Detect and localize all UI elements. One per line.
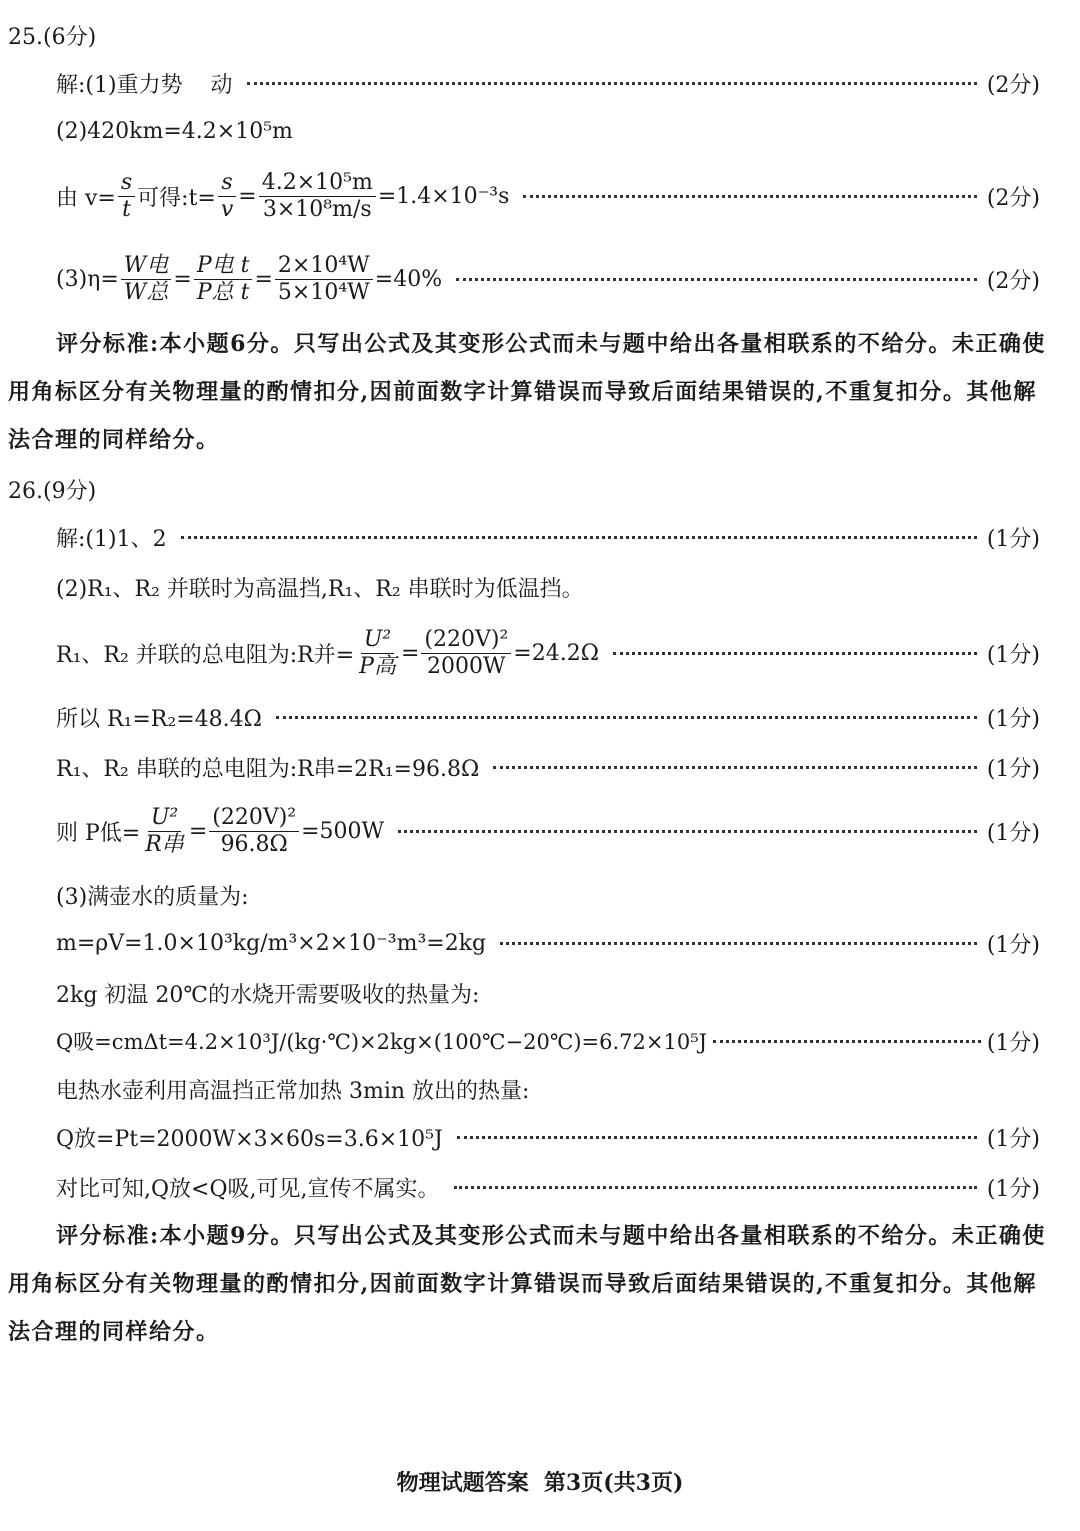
q26-criteria: 评分标准:本小题9分。只写出公式及其变形公式而未与题中给出各量相联系的不给分。未正确使用角标区分有关物理量的酌情扣分,因前面数字计算错误而导致后面结果错误的,不重复扣分。其他解法合理的同样给分。 xyxy=(8,1223,1046,1345)
page-footer: 物理试题答案 第3页(共3页) xyxy=(396,1470,684,1496)
q25-line1-text: 解:(1)重力势 动 xyxy=(56,72,233,98)
frac-num: 2×10⁴W xyxy=(275,253,373,279)
q26-heading: 26.(9分) xyxy=(8,479,97,504)
q26-line5 xyxy=(56,750,1040,784)
fraction xyxy=(259,170,376,222)
frac-den: 5×10⁴W xyxy=(277,279,370,305)
q26-line8-text: m=ρV=1.0×10³kg/m³×2×10⁻³m³=2kg xyxy=(56,930,487,956)
q25-line4-points: (2分) xyxy=(986,268,1040,294)
q26-line3-points: (1分) xyxy=(986,642,1040,668)
frac-den: P总 t xyxy=(196,279,250,305)
q26-line8 xyxy=(56,926,1040,960)
leader-dots xyxy=(523,195,976,198)
frac-num: U² xyxy=(361,627,394,653)
q25-line4-prefix: (3)η= xyxy=(56,266,119,292)
q25-line4-result: =40% xyxy=(374,266,443,292)
frac-num: W电 xyxy=(121,253,172,279)
frac-num: s xyxy=(118,170,135,196)
leader-dots xyxy=(181,536,977,539)
fraction xyxy=(118,170,135,222)
frac-num: (220V)² xyxy=(421,627,511,653)
q25-criteria: 评分标准:本小题6分。只写出公式及其变形公式而未与题中给出各量相联系的不给分。未正确使用角标区分有关物理量的酌情扣分,因前面数字计算错误而导致后面结果错误的,不重复扣分。其他解法合理的同样给分。 xyxy=(8,331,1046,453)
frac-num: s xyxy=(218,170,235,196)
fraction xyxy=(218,170,236,222)
frac-num: P电 t xyxy=(194,253,253,279)
fraction xyxy=(209,805,299,857)
frac-den: 96.8Ω xyxy=(220,831,288,857)
frac-den: P高 xyxy=(359,653,396,679)
frac-den: 2000W xyxy=(427,653,506,679)
fraction xyxy=(142,805,187,857)
leader-dots xyxy=(613,652,977,655)
q26-line11 xyxy=(56,1072,1040,1106)
q26-line8-points: (1分) xyxy=(986,932,1040,958)
leader-dots xyxy=(457,1136,977,1139)
leader-dots xyxy=(713,1040,981,1043)
fraction xyxy=(356,627,399,679)
q26-line4-text: 所以 R₁=R₂=48.4Ω xyxy=(56,706,262,732)
q25-line2 xyxy=(56,114,1040,148)
leader-dots xyxy=(454,1186,977,1189)
q26-line12-points: (1分) xyxy=(986,1126,1040,1152)
leader-dots xyxy=(276,716,977,719)
q26-line1-points: (1分) xyxy=(986,526,1040,552)
q26-line4 xyxy=(56,700,1040,734)
frac-den: R串 xyxy=(145,831,184,857)
fraction xyxy=(121,253,172,305)
q25-line3-result: =1.4×10⁻³s xyxy=(377,183,510,209)
frac-den: v xyxy=(220,196,234,222)
leader-dots xyxy=(398,830,977,833)
q25-line1 xyxy=(56,66,1040,100)
q26-line2-text: (2)R₁、R₂ 并联时为高温挡,R₁、R₂ 串联时为低温挡。 xyxy=(56,576,584,602)
q26-line10-points: (1分) xyxy=(986,1030,1040,1056)
q26-line1-text: 解:(1)1、2 xyxy=(56,526,167,552)
q26-line11-text: 电热水壶利用高温挡正常加热 3min 放出的热量: xyxy=(56,1078,530,1104)
q26-line5-text: R₁、R₂ 串联的总电阻为:R串=2R₁=96.8Ω xyxy=(56,756,480,782)
q26-line10-text: Q吸=cmΔt=4.2×10³J/(kg·℃)×2kg×(100℃−20℃)=6.72×10⁵J xyxy=(56,1030,708,1054)
frac-den: 3×10⁸m/s xyxy=(262,196,372,222)
q26-line6-result: =500W xyxy=(301,818,385,844)
q26-line12 xyxy=(56,1120,1040,1154)
frac-den: W总 xyxy=(123,279,169,305)
q25-line3-points: (2分) xyxy=(986,185,1040,211)
frac-num: U² xyxy=(148,805,181,831)
q26-line3: R₁、R₂ 并联的总电阻为:R并= $\frac{\text{U²}}{\text{P高}}$ = $\frac{\text{(220V)²}}{2000W}$ =24.2Ω (1分) xyxy=(56,627,1040,679)
frac-num: (220V)² xyxy=(209,805,299,831)
q26-line6-prefix: 则 P低= xyxy=(56,820,141,846)
q26-line4-points: (1分) xyxy=(986,706,1040,732)
q26-line1 xyxy=(56,520,1040,554)
q26-line3-result: =24.2Ω xyxy=(513,640,599,666)
leader-dots xyxy=(247,82,977,85)
leader-dots xyxy=(493,766,977,769)
q26-line3-prefix: R₁、R₂ 并联的总电阻为:R并= xyxy=(56,642,355,668)
frac-den: t xyxy=(122,196,131,222)
leader-dots xyxy=(456,278,977,281)
fraction xyxy=(275,253,373,305)
q25-line1-points: (2分) xyxy=(986,72,1040,98)
q25-line3-prefix: 由 v= xyxy=(56,185,116,211)
fraction xyxy=(194,253,253,305)
fraction xyxy=(421,627,511,679)
q26-line13-text: 对比可知,Q放<Q吸,可见,宣传不属实。 xyxy=(56,1176,440,1202)
q26-line2 xyxy=(56,570,1040,604)
q25-heading: 25.(6分) xyxy=(8,25,97,50)
q26-line12-text: Q放=Pt=2000W×3×60s=3.6×10⁵J xyxy=(56,1126,443,1152)
q26-line13-points: (1分) xyxy=(986,1176,1040,1202)
q26-line7-text: (3)满壶水的质量为: xyxy=(56,884,249,910)
q26-line6-points: (1分) xyxy=(986,820,1040,846)
q26-line9 xyxy=(56,976,1040,1010)
leader-dots xyxy=(500,942,977,945)
q26-line10 xyxy=(56,1024,1040,1058)
q26-line6: 则 P低= $\frac{\text{U²}}{\text{R串}}$ = $\frac{\text{(220V)²}}{96.8\Omega}$ =500W (1分) xyxy=(56,805,1040,857)
q25-line3-mid: 可得:t= xyxy=(137,185,216,211)
q26-line5-points: (1分) xyxy=(986,756,1040,782)
frac-num: 4.2×10⁵m xyxy=(259,170,376,196)
q26-line9-text: 2kg 初温 20℃的水烧开需要吸收的热量为: xyxy=(56,982,480,1008)
q25-line4: (3)η= $\frac{\text{W电}}{\text{W总}}$ = $\frac{\text{P电 t}}{\text{P总 t}}$ = $\frac{\text{2×10⁴W}}{\text{5×10⁴W}}$ =40% (2分) xyxy=(56,253,1040,305)
q25-line3: 由 v= $\frac{s}{t}$ 可得:t= $\frac{s}{v}$ = $\frac{\text{4.2×10⁵m}}{\text{3×10⁸m/s}}$ =1.4×10⁻³s (2分) xyxy=(56,170,1040,222)
q26-line13 xyxy=(56,1170,1040,1204)
q26-line7 xyxy=(56,878,1040,912)
q25-line2-text: (2)420km=4.2×10⁵m xyxy=(56,118,293,144)
